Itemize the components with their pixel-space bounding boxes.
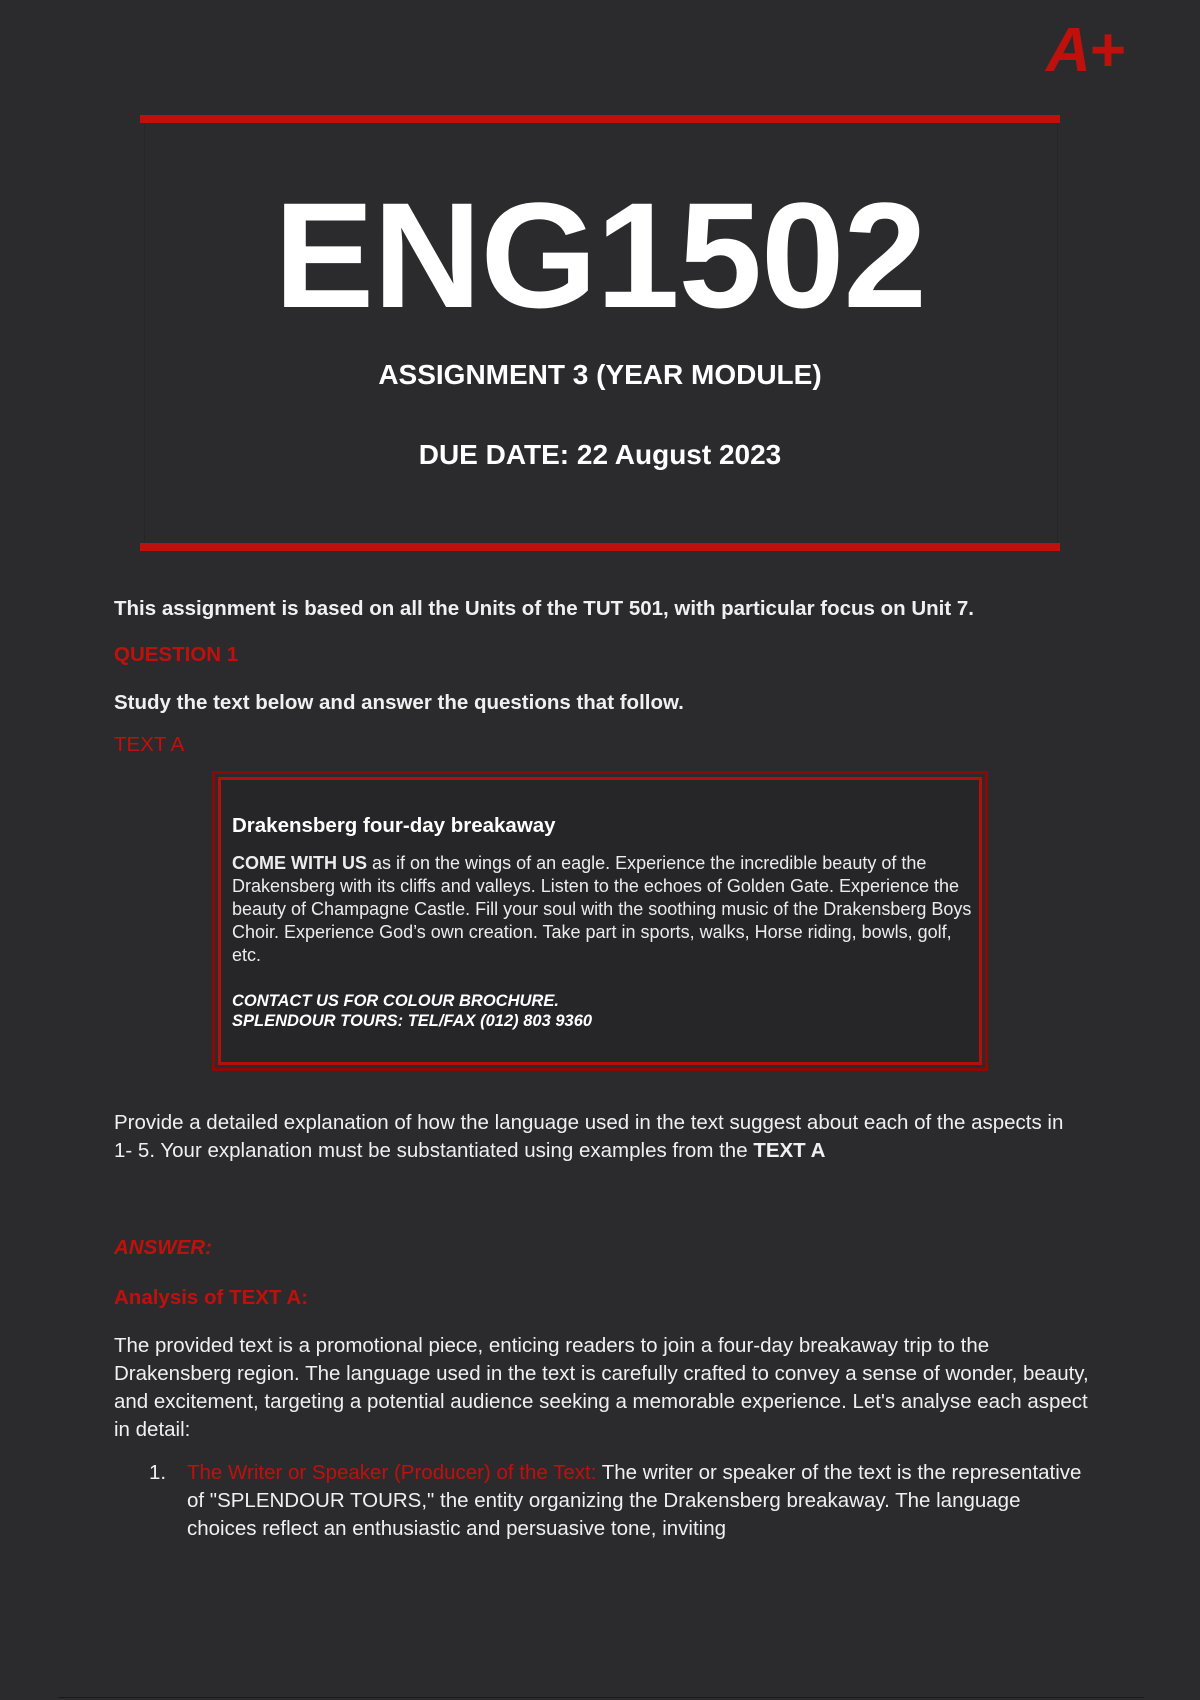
- list-item-heading: The Writer or Speaker (Producer) of the Text:: [187, 1461, 597, 1484]
- header-top-rule: [140, 115, 1060, 123]
- header-bottom-rule: [140, 543, 1060, 551]
- advert-body: [232, 852, 972, 967]
- list-item-number: 1.: [149, 1461, 167, 1484]
- task-text: [114, 1109, 1074, 1165]
- intro-text: This assignment is based on all the Units of the TUT 501, with particular focus on Unit 7.: [114, 597, 974, 620]
- task-body: Provide a detailed explanation of how the language used in the text suggest about each of the aspects in 1- 5. Your explanation must be substantiated using examples from the: [114, 1111, 1064, 1162]
- list-item: [149, 1459, 1089, 1543]
- analysis-paragraph: The provided text is a promotional piece, enticing readers to join a four-day breakaway trip to the Drakensberg region. The language used in the text is carefully crafted to convey a sense of wonder, beauty, and excitement, targeting a potential audience seeking a memorable experience. Let's analyse each aspect in detail:: [114, 1334, 1089, 1441]
- instruction-text: Study the text below and answer the questions that follow.: [114, 691, 684, 714]
- assignment-subtitle: ASSIGNMENT 3 (YEAR MODULE): [378, 359, 822, 390]
- answer-heading: ANSWER:: [114, 1236, 212, 1259]
- analysis-heading: Analysis of TEXT A:: [114, 1286, 309, 1309]
- course-code-title: ENG1502: [274, 171, 926, 339]
- grade-mark: A+: [1046, 16, 1123, 85]
- due-date: DUE DATE: 22 August 2023: [418, 439, 782, 470]
- advert-title: Drakensberg four-day breakaway: [232, 814, 556, 837]
- question-heading: QUESTION 1: [114, 643, 239, 666]
- text-label: TEXT A: [114, 733, 185, 756]
- advert-contact: [232, 991, 592, 1031]
- advert-contact-line-2: SPLENDOUR TOURS: TEL/FAX (012) 803 9360: [232, 1012, 593, 1030]
- task-emphasis: TEXT A: [753, 1139, 826, 1162]
- advert-lead: COME WITH US: [232, 853, 367, 873]
- page-bottom-rule: [58, 1697, 1144, 1698]
- list-item-text: The writer or speaker of the text is the representative of "SPLENDOUR TOURS," the entity organizing the Drakensberg breakaway. The language choices reflect an enthusiastic and persuasive tone, inviting: [187, 1461, 1082, 1540]
- advert-body-text: as if on the wings of an eagle. Experience the incredible beauty of the Drakensberg with its cliffs and valleys. Listen to the echoes of Golden Gate. Experience the beauty of Champagne Castle. Fill your soul with the soothing music of the Drakensberg Boys Choir. Experience God’s own creation. Take part in sports, walks, Horse riding, bowls, golf, etc.: [232, 853, 972, 965]
- list-item-content: [187, 1459, 1089, 1543]
- advert-contact-line-1: CONTACT US FOR COLOUR BROCHURE.: [232, 992, 559, 1010]
